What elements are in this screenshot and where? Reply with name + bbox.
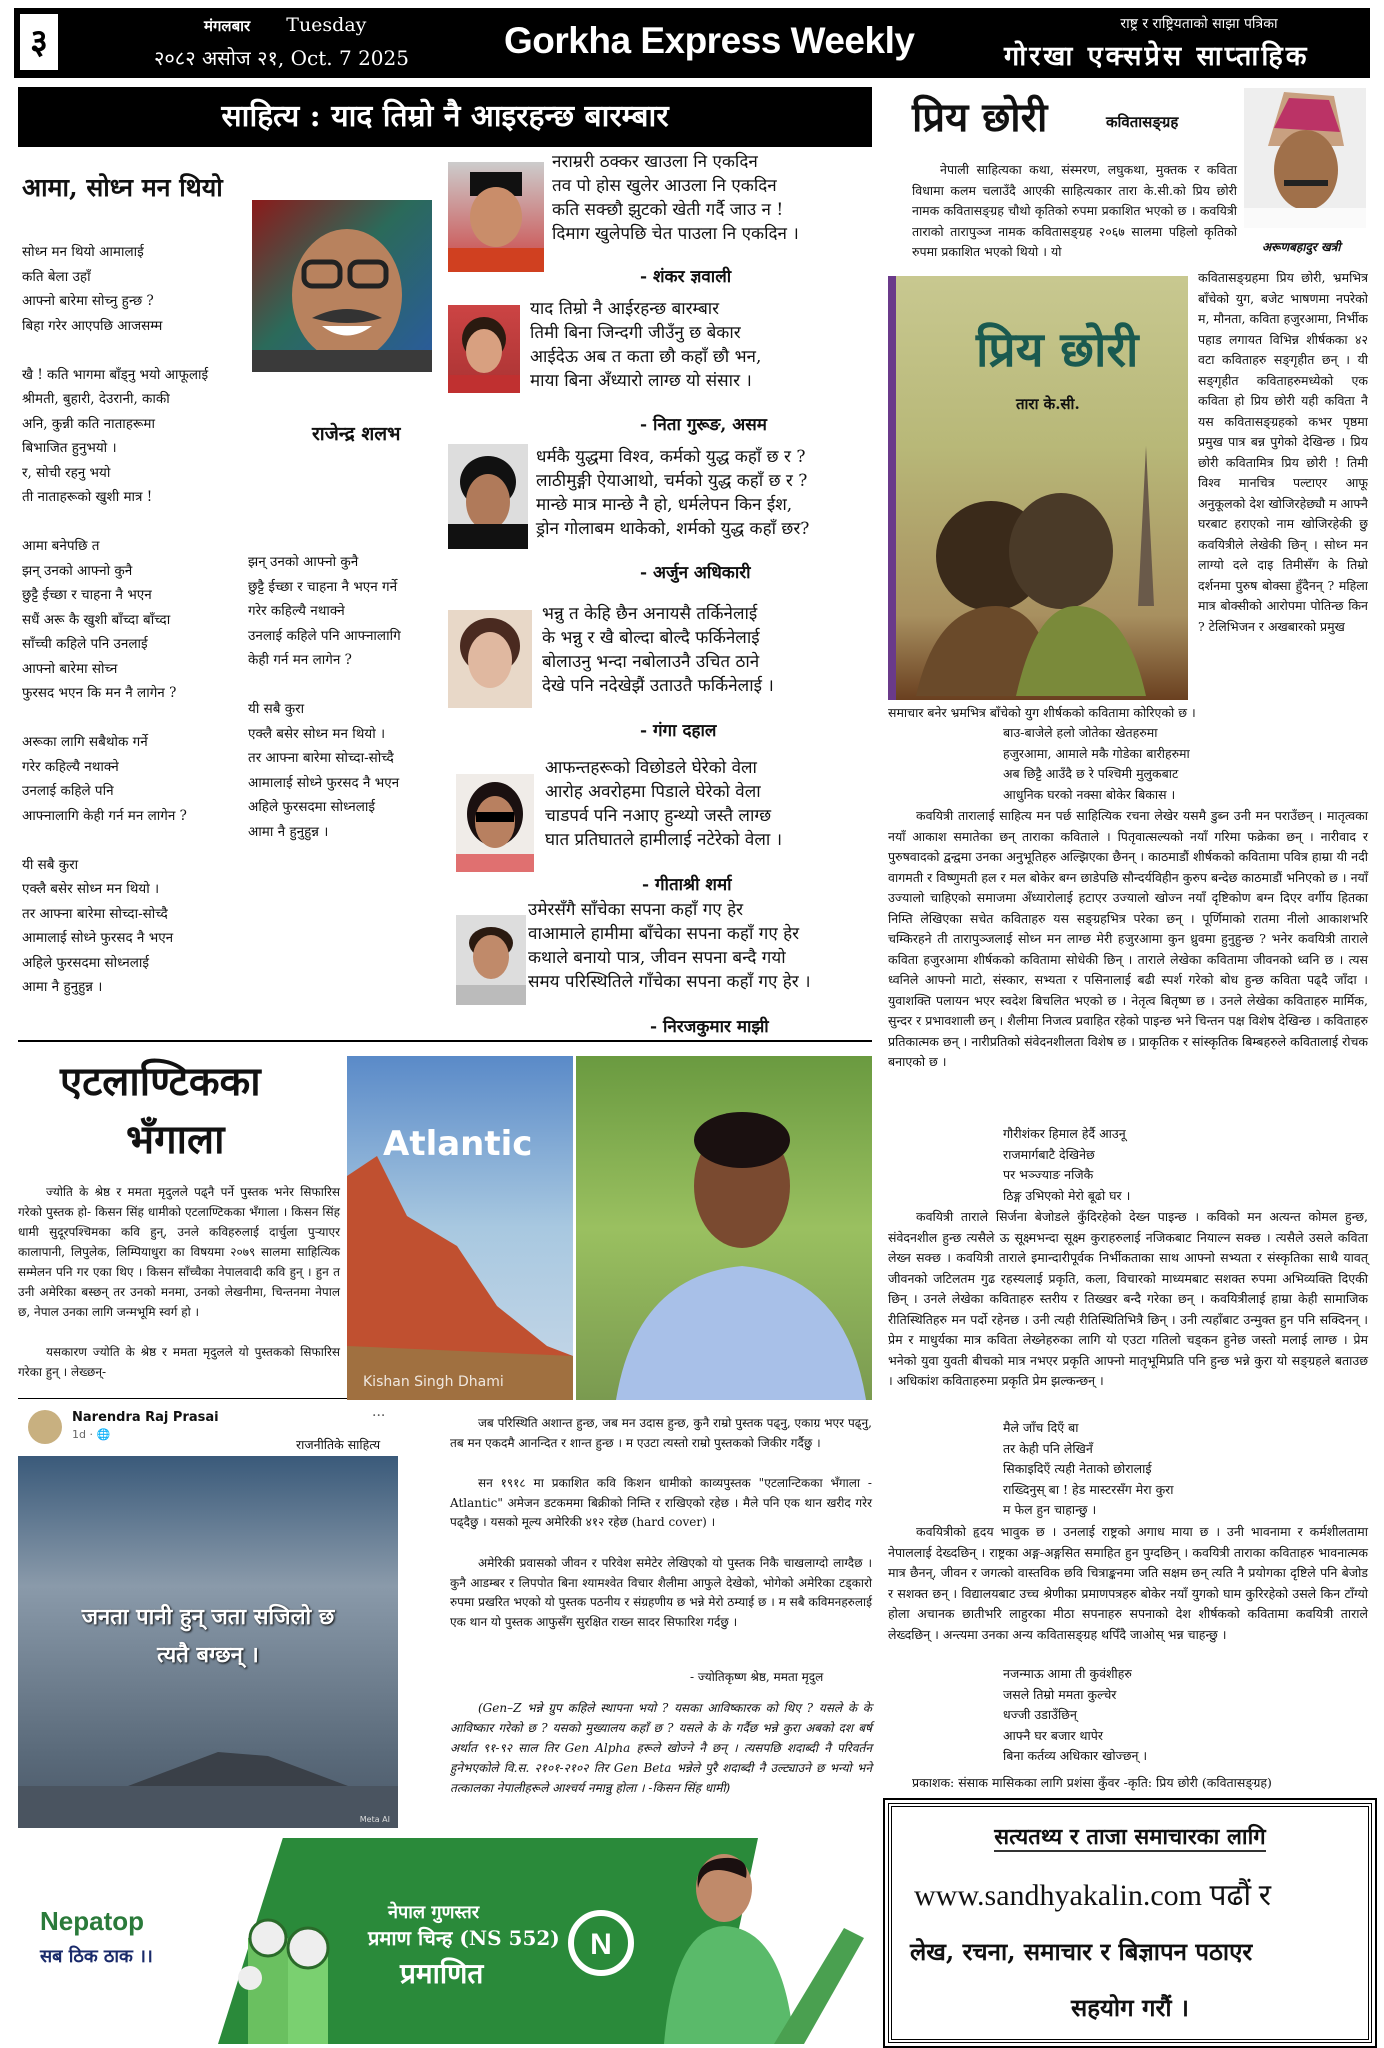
article-footer: प्रकाशक: संसाक मासिकका लागि प्रशंसा कुँवर -कृति: प्रिय छोरी (कवितासङ्ग्रह) — [912, 1775, 1272, 1790]
cover-title: प्रिय छोरी — [976, 322, 1139, 378]
day-np: मंगलबार — [204, 17, 251, 35]
ad-heading — [892, 1821, 1368, 1851]
ns-certification-icon — [566, 1908, 636, 1988]
section-banner: साहित्य : याद तिम्रो नै आइरहन्छ बारम्बार — [18, 87, 872, 147]
tagline: राष्ट्र र राष्ट्रियताको साझा पत्रिका — [1120, 16, 1278, 32]
atlantic-title-line1: एटलाण्टिकका — [60, 1058, 261, 1105]
ad-heading-text: सत्यतथ्य र ताजा समाचारका लागि — [994, 1824, 1266, 1850]
portrait-icon — [448, 610, 532, 708]
author-photo-nita — [448, 305, 520, 393]
ad-slogan: सब ठिक ठाक ।। — [40, 1946, 153, 1967]
masthead — [14, 8, 1370, 78]
portrait-icon — [448, 162, 544, 272]
article-text: समाचार बनेर भ्रमभित्र बाँचेको युग शीर्षकको कवितामा कोरिएको छ । — [888, 705, 1196, 720]
muktak-author: - निरजकुमार माझी — [650, 1017, 769, 1037]
quoted-verse: मैले जाँच दिएँ बा तर केही पनि लेखिनँ सिकाइदिएँ त्यही नेताको छोरालाई राख्दिनुस् बा ! हेड मास्टरसँग मेरा कुरा म फेल हुन चाहान्छु । — [1003, 1420, 1174, 1517]
portrait-icon — [448, 305, 520, 393]
photo-caption: अरूणबहादुर खत्री — [1262, 240, 1341, 254]
portrait-icon — [456, 915, 526, 1005]
genz-note: (Gen–Z भन्ने ग्रुप कहिले स्थापना भयो ? यसका आविष्कारक को थिए ? यसले के के आविष्कार गरेको छ ? यसको मुख्यालय कहाँ छ ? यसले के के गर्दैछ भन्ने कुरा अबको दश बर्ष अर्थात ९१-९२ साल तिर Gen Alpha हरूले खोज्ने नै छन् । त्यसपछि शदाब्दी नै परिवर्तन हुनेभएकोले वि.स. २१०१-२१०२ तिर Gen Beta भन्नेले पुरै शदाब्दी नै उल्ट्याउने छ भन्यो भने तत्कालका नेपालीहरूले आश्चर्य नमान्नु होला । -किसन सिंह धामी) — [450, 1701, 872, 1795]
fb-image-text: जनता पानी हुन् जता सजिलो छ त्यतै बग्छन् । — [81, 1604, 335, 1668]
ad-line: लेख, रचना, समाचार र बिज्ञापन पठाएर — [910, 1937, 1253, 1966]
portrait-icon — [448, 444, 528, 549]
ad-line3: प्रमाणित — [400, 1957, 484, 1990]
article-side-text: कवितासङ्ग्रहमा प्रिय छोरी, भ्रमभित्र बाँचेको युग, बजेट भाषणमा नपरेको म, मौनता, कविता हजुरआमा, निर्भीक पहाड लगायत विभिन्न शीर्षकका ४२ वटा कविताहरु सङ्गृहीत छन् । यी सङ्गृहीत कविताहरुमध्येको एक कविता हो प्रिय छोरी यही कविता नै यस कवितासङ्ग्रहको कभर पृष्ठमा प्रमुख पात्र बन्न पुगेको देखिन्छ । प्रिय छोरी कवितामित्र प्रिय छोरी ! तिमी विश्व मानचित्र पल्टाएर आफू अनुकूलको देश खोजिरहेछ्यौ म आफ्नै घरबाट हराएको नाम खोजिरहेकी छु कवयित्रीले लेखेकी छिन् । सोध्न मन लाग्यो दले दाइ तिमीसँग के तिम्रो दर्शनमा पुरुष बोक्सा हुँदैनन् ? महिला मात्र बोक्सीको आरोपमा पोतिन्छ किन ? टेलिभिजन र अखबारको प्रमुख — [1198, 270, 1368, 634]
muktak-text: याद तिम्रो नै आईरहन्छ बारम्बार तिमी बिना जिन्दगी जीउँनु छ बेकार आईदेऊ अब त कता छौ कहाँ छौ भन, माया बिना अँध्यारो लाग्छ यो संसार । — [530, 299, 762, 391]
atlantic-title-line2: भँगाला — [126, 1116, 225, 1163]
article-paragraph: कवयित्रीको हृदय भावुक छ । उनलाई राष्ट्रको अगाध माया छ । उनी भावनामा र कर्मशीलतामा नेपाललाई देख्दछिन् । राष्ट्रका अङ्ग-अङ्गसित समाहित हुन पुग्दछिन् । कवयित्री ताराका कविताहरु भावनात्मक मात्र छैनन्, जीवन र जगत्को वास्तविक छवि चित्राङ्कनमा जति सक्षम छन् त्यति नै प्रयोगका दृष्टिले पनि बेजोड र सशक्त छन् । विद्यालयबाट उच्च श्रेणीका प्रमाणपत्रहरु बोकेर नयाँ युगको घाम कुरिरहेको उसले किन टाँग्यो होला अचानक छातीभरि लाहुरका मीठा सपनाहरु सपनाको देश शीर्षकको कवितामा कवयित्री ताराले लेख्दछिन् । अन्त्यमा उनका अन्य कवितासङ्ग्रह थपिँदै जाओस् भन्न चाहन्छु । — [888, 1524, 1368, 1642]
author-photo-geetashree — [456, 774, 534, 872]
cover-author: Kishan Singh Dhami — [363, 1374, 504, 1390]
atlantic-book-cover — [347, 1056, 573, 1400]
muktak-text: आफन्तहरूको विछोडले घेरेको वेला आरोह अवरोहमा पिडाले घेरेको वेला चाडपर्व पनि नआए हुन्थ्यो जस्तै लाग्छ घात प्रतिघातले हामीलाई नटेरेको वेला । — [545, 758, 783, 850]
article-paragraph: कवयित्री ताराले सिर्जना बेजोडले कुँदिरहेको देख्न पाइन्छ । कविको मन अत्यन्त कोमल हुन्छ, संवेदनशील हुन्छ त्यसैले ऊ सूक्ष्मभन्दा सूक्ष्म कुराहरुलाई नजिकबाट नियाल्न सक्छ । त्यसैले उसले कविता लेख्न सक्छ । कवयित्री ताराले इमान्दारीपूर्वक निर्भीकताका साथ आफ्नो सभ्यता र संस्कृतिका साथै यावत् जीवनको जटिलतम गुढ रहस्यलाई प्रकृति, कला, विचारको माध्यमबाट सशक्त रुपमा अभिव्यक्ति दिएकी छिन् । उनले लेखेका कविताहरु स्तरीय र तिख्खर बन्दै गरेका छन् । कवयित्रीलाई हाम्रा केही सामाजिक रीतिस्थितिहरु मन पर्दो रहेनछ । उनी त्यही रीतिस्थितिभित्रै छिन् । उनी त्यहाँबाट उन्मुक्त हुन पनि सक्दिनन् । प्रेम र माधुर्यका मात्र कविता लेख्नेहरुका लागि यो एउटा गतिलो चड्कन हुनेछ जस्तो मलाई लाग्छ । प्रेम भनेको युवा युवती बीचको मात्र नभएर प्रकृति आफ्नो मातृभूमिप्रति पनि हुन्छ भन्ने कुरा यो सङ्ग्रहले बताउछ । अधिकांश कविताहरुमा प्रकृति प्रेम झल्कन्छन् । — [888, 1209, 1368, 1388]
author-photo-ganga — [448, 610, 532, 708]
fb-post-meta — [72, 1428, 110, 1441]
portrait-icon — [1244, 88, 1366, 228]
ad-website[interactable]: www.sandhyakalin.com पढौं र — [914, 1879, 1271, 1912]
newspaper-title-en: Gorkha Express Weekly — [504, 20, 915, 61]
fb-post-image — [18, 1456, 398, 1828]
divider — [18, 1398, 348, 1399]
cover-title: Atlantic — [383, 1124, 533, 1164]
portrait-icon — [576, 1056, 872, 1400]
day-label — [204, 14, 366, 36]
cover-mountain-icon — [347, 1056, 573, 1400]
atlantic-intro2: यसकारण ज्योति के श्रेष्ठ र ममता मृदुलले यो पुस्तकको सिफारिस गरेका हुन् । लेख्छन्- — [18, 1345, 340, 1379]
poem-mother-col1: सोध्न मन थियो आमालाई कति बेला उहाँ आफ्नो बारेमा सोच्नु हुन्छ ? बिहा गरेर आएपछि आजसम्म खै ! कति भागमा बाँड्नु भयो आफूलाई श्रीमती, बुहारी, देउरानी, काकी अनि, कुन्नी कति नाताहरूमा बिभाजित हुनुभयो । र, सोची रहनु भयो ती नाताहरूको खुशी मात्र ! आमा बनेपछि त झन् उनको आफ्नो कुनै छुट्टै ईच्छा र चाहना नै भएन सधैं अरू कै खुशी बाँच्दा बाँच्दा साँच्ची कहिले पनि उनलाई आफ्नो बारेमा सोच्न फुरसद भएन कि मन नै लागेन ? अरूका लागि सबैथोक गर्ने गरेर कहिल्यै नथाक्ने उनलाई कहिले पनि आफ्नालागि केही गर्न मन लागेन ? यी सबै कुरा एक्लै बसेर सोध्न मन थियो । तर आफ्ना बारेमा सोच्दा-सोच्दै आमालाई सोध्ने फुरसद नै भएन अहिले फुरसदमा सोध्नलाई आमा नै हुनुहुन्न । — [22, 244, 209, 995]
poem-author: राजेन्द्र शलभ — [312, 423, 401, 445]
muktak-author: - निता गुरूङ, असम — [640, 415, 767, 435]
ad-line: सहयोग गरौं । — [1071, 1993, 1189, 2022]
review-paragraph: जब परिस्थिति अशान्त हुन्छ, जब मन उदास हुन्छ, कुनै राम्रो पुस्तक पढ्नु, एकाग्र भएर पढ्नु, तब मन एकदमै आनन्दित र शान्त हुन्छ । म एउटा त्यस्तो राम्रो पुस्तकको जिकीर गर्दैछु । — [450, 1416, 872, 1450]
quoted-verse: बाउ-बाजेले हलो जोतेका खेतहरुमा हजुरआमा, आमाले मकै गोडेका बारीहरुमा अब छिट्टै आउँदै छ रे पश्चिमी मुलुकबाट आधुनिक घरको नक्सा बोकेर बिकास । — [1003, 725, 1190, 802]
review-byline: - ज्योतिकृष्ण श्रेष्ठ, ममता मृदुल — [690, 1670, 824, 1684]
article-subtitle: कवितासङ्ग्रह — [1106, 113, 1179, 131]
author-photo-shankar — [448, 162, 544, 272]
pipe-icon — [228, 1908, 338, 2044]
ad-line2: प्रमाण चिन्ह (NS 552) — [368, 1926, 560, 1950]
quoted-verse: गौरीशंकर हिमाल हेर्दै आउनू राजमार्गबाटै देखिनेछ पर भञ्ज्याङ नजिकै ठिङ्ग उभिएको मेरो बूढो घर । — [1003, 1126, 1131, 1203]
page-number: ३ — [20, 14, 58, 70]
ad-line1: नेपाल गुणस्तर — [388, 1902, 480, 1923]
muktak-author: - शंकर ज्ञवाली — [640, 267, 732, 287]
fb-post-time: 1d · — [72, 1428, 97, 1441]
quoted-verse: नजन्माऊ आमा ती कुवंशीहरु जसले तिम्रो ममता कुल्चेर धज्जी उडाउँछिन् आफ्नै घर बजार थापेर बिना कर्तव्य अधिकार खोज्छन् । — [1003, 1666, 1148, 1763]
sandhyakalin-ad — [888, 1803, 1372, 2043]
author-photo-niraj — [456, 915, 526, 1005]
author-photo-rajendra — [252, 200, 432, 372]
article-paragraph: कवयित्री तारालाई साहित्य मन पर्छ साहित्यिक रचना लेखेर यसमै डुब्न उनी मन पराउँछन् । मातृत्वका नयाँ आकाश समातेका छन् ताराका कविताले । पितृवात्सल्यको नयाँ गरिमा फक्रेका छन् । नारीवाद र पुरुषवादको द्वन्द्वमा उनका अनुभूतिहरु अल्झिएका छैनन् । काठमाडौं शीर्षकको कवितामा पवित्र हाम्रा यी नदी वागमती र विष्णुमती हल र मल बोकेर बग्न छाडेपछि सौन्दर्यविहीन कुरुप बन्देछ काठमाडौं भनिएको छ । नयाँ उज्यालो चाहिएको समाजमा अँध्यारोलाई हटाएर उज्यालो खोज्न नयाँ दृष्टिकोण बग्न दिएर वर्गीय हितका निम्ति लेखिएका सचेत कविताहरु यस सङ्ग्रहभित्र परेका छन् । पूर्णिमाको रातमा नीलो आकाशभरि चम्किरहने ती तारापुञ्जलाई सोध्न मन लाग्छ मेरी हजुरआमा कुन ध्रुवमा हुनुहुन्छ ? भनेर कवयित्री ताराले कविता हजुरआमा शीर्षकको कवितामा सोधेकी छिन् । ताराले लेखेका कवितामा जीवनको ध्वनि छ । त्यस ध्वनिले आफ्नो माटो, संस्कार, सभ्यता र पसिनालाई बढी स्पर्श गरेको बोध हुन्छ कविता पढ्दै जाँदा । युवाशक्ति पलायन भएर स्वदेश बिचलित भएको छ । नेतृत्व बितृष्ण छ । उनले लेखेका कविताहरु मार्मिक, सुन्दर र प्रभावशाली छन् । शैलीमा निजत्व प्रवाहित रहेको पाइन्छ भने चिन्तन पक्ष विशेष देखिन्छ । कविताहरु प्रतिकात्मक छन् । नारीप्रतिको संवेदनशीलता विशेष छ । प्राकृतिक र सांस्कृतिक बिम्बहरुले कवितालाई रोचक बनाएको छ । — [888, 808, 1368, 1069]
book-cover-priya-chhori — [888, 276, 1188, 700]
review-paragraph: अमेरिकी प्रवासको जीवन र परिवेश समेटेर लेखिएको यो पुस्तक निकै चाखलाग्दो लाग्दैछ । कुनै आडम्बर र लिपपोत बिना श्यामश्वेत विचार शैलीमा आफुले देखेको, भोगेको अमेरिका टड्कारो रुपमा प्रखरित भएको यो पुस्तक पठनीय र संग्रहणीय छ भन्ने मेरो ठम्याई छ । म सबै कविमनहरुलाई एक थान यो पुस्तक आफुसँग सुरक्षित राख्न सादर सिफारिश गर्दछु । — [450, 1556, 872, 1629]
review-paragraph: सन १९१८ मा प्रकाशित कवि किशन धामीको काव्यपुस्तक "एटलान्टिकका भँगाला - Atlantic" अमेजन डटकममा बिक्रीको निम्ति र राखिएको रहेछ । मैले पनि एक थान खरीद गरेर पढ्दैछु । यसको मूल्य अमेरिकी ४१२ रहेछ (hard cover) । — [450, 1476, 872, 1529]
muktak-author: - अर्जुन अधिकारी — [640, 563, 751, 583]
more-options-icon[interactable]: ··· — [372, 1408, 386, 1424]
muktak-text: नराम्ररी ठक्कर खाउला नि एकदिन तव पो होस खुलेर आउला नि एकदिन कति सक्छौ झुटको खेती गर्दै जाउ न ! दिमाग खुलेपछि चेत पाउला नि एकदिन । — [552, 152, 799, 244]
muktak-text: भन्नु त केहि छैन अनायसै तर्किनेलाई के भन्नु र खै बोल्दा बोल्दै फर्किनेलाई बोलाउनु भन्दा नबोलाउनै उचित ठाने देखे पनि नदेखेझैं उताउतै फर्किनेलाई । — [542, 604, 774, 696]
cover-author: तारा के.सी. — [1016, 395, 1080, 413]
watermark: Meta AI — [359, 1815, 390, 1824]
muktak-author: - गंगा दहाल — [640, 721, 717, 741]
muktak-author: - गीताश्री शर्मा — [642, 875, 732, 895]
muktak-text: धर्मकै युद्धमा विश्व, कर्मको युद्ध कहाँ छ र ? लाठीमुङ्गी ऐयाआथो, चर्मको युद्ध कहाँ छ र ? मान्छे मात्र मान्छे नै हो, धर्मलेपन किन ईश, ड्रोन गोलाबम थाकेको, शर्मको युद्ध कहाँ छर? — [536, 447, 810, 539]
author-photo-arjun — [448, 444, 528, 549]
muktak-text: उमेरसँगै साँचेका सपना कहाँ गए हेर वाआमाले हामीमा बाँचेका सपना कहाँ गए हेर कथाले बनायो पात्र, जीवन सपना बन्दै गयो समय परिस्थितिले गाँचेका सपना कहाँ गए हेर । — [528, 900, 811, 992]
ad-model-icon — [654, 1838, 872, 2044]
avatar[interactable] — [28, 1410, 62, 1444]
portrait-icon — [456, 774, 534, 872]
newspaper-title-np: गोरखा एक्सप्रेस साप्ताहिक — [1004, 41, 1310, 72]
atlantic-intro: ज्योति के श्रेष्ठ र ममता मृदुलले पढ्नै पर्ने पुस्तक भनेर सिफारिस गरेको पुस्तक हो- किसन सिंह धामीको एटलाण्टिकका भँगाला । किसन सिंह धामी सुदूरपश्चिमका कवि हुन्, उनले कविहरुलाई दार्चुला पुऱ्याएर कालापानी, लिपुलेक, लिम्पियाधुरा का विषयमा २०७९ सालमा साहित्यिक सम्मेलन पनि गर एका थिए । किसन साँच्चैका नेपालवादी कवि हुन् । हुन त उनी अमेरिका बस्छन् तर उनको मनमा, उनको लेखनीमा, चिन्तनमा नेपाल छ, नेपाल उनका लागि जन्मभूमि स्वर्ग हो । — [18, 1185, 340, 1319]
cover-illustration-icon — [896, 426, 1188, 700]
poem-title: आमा, सोध्न मन थियो — [22, 173, 223, 202]
svg-text:N: N — [590, 1928, 612, 1961]
date-line: २०८२ असोज २१, Oct. 7 2025 — [154, 46, 409, 70]
portrait-icon — [252, 200, 432, 372]
author-photo-arun — [1244, 88, 1366, 228]
poem-mother-col2: झन् उनको आफ्नो कुनै छुट्टै ईच्छा र चाहना नै भएन गर्ने गरेर कहिल्यै नथाक्ने उनलाई कहिले पनि आफ्नालागि केही गर्न मन लागेन ? यी सबै कुरा एक्लै बसेर सोध्न मन थियो । तर आफ्ना बारेमा सोच्दा-सोच्दै आमालाई सोध्ने फुरसद नै भएन अहिले फुरसदमा सोध्नलाई आमा नै हुनुहुन्न । — [248, 554, 401, 840]
nepatop-ad[interactable] — [18, 1838, 872, 2044]
article-title: प्रिय छोरी — [912, 94, 1048, 141]
fb-author-name[interactable]: Narendra Raj Prasai — [72, 1410, 219, 1425]
fb-caption: राजनीतिके साहित्य — [296, 1437, 381, 1452]
article-intro: नेपाली साहित्यका कथा, संस्मरण, लघुकथा, मुक्तक र कविता विधामा कलम चलाउँदै आएकी साहित्यकार तारा के.सी.को प्रिय छोरी नामक कवितासङ्ग्रह चौथो कृतिको रुपमा प्रकाशित भएको छ । कवयित्री ताराको तारापुञ्ज नामक कवितासङ्ग्रह २०६७ सालमा पहिलो कृतिको रुपमा प्रकाशित भएको थियो । यो — [912, 162, 1237, 259]
globe-icon: 🌐 — [96, 1428, 111, 1441]
day-en: Tuesday — [286, 14, 367, 36]
author-photo-kishan — [576, 1056, 872, 1400]
ad-brand: Nepatop — [40, 1906, 144, 1936]
divider — [18, 1040, 872, 1042]
